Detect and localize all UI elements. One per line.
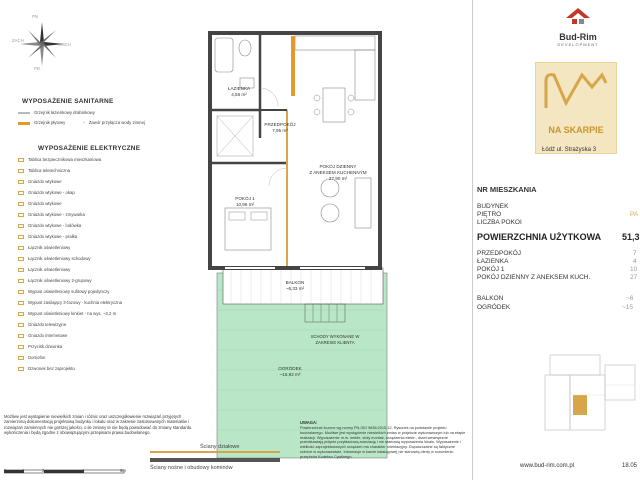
compass-e: WSCH — [58, 42, 72, 47]
scale-tick: 6m — [120, 468, 126, 473]
room-balkon: BALKON ~6,33 m² — [285, 280, 305, 291]
electric-symbol-icon — [18, 279, 24, 283]
electric-symbol-icon — [18, 356, 24, 360]
room-ogrodek: OGRÓDEK ~15,92 m² — [278, 366, 302, 377]
electric-symbol-icon — [18, 268, 24, 272]
legend-item: Wypust zasilający 3-fazowy - kuchnia elektryczna — [18, 300, 122, 306]
scale-tick: 1 — [22, 468, 25, 473]
compass-n: PN — [32, 14, 38, 19]
uwaga-title: UWAGA: — [300, 420, 318, 425]
legend-item: Tablica bezpiecznikowa mieszkaniowa — [18, 157, 101, 163]
legend-item: Łącznik oświetleniowy — [18, 267, 70, 273]
project-logo: NA SKARPIE — [535, 62, 617, 154]
legend-item: Wypust oświetleniowy sufitowy pojedynczy — [18, 289, 109, 295]
legend-item: Tablica teletechniczna — [18, 168, 70, 174]
room-lazienka: ŁAZIENKA 4,56 m² — [227, 86, 251, 97]
radiator-icon — [18, 122, 30, 125]
electric-symbol-icon — [18, 334, 24, 338]
legend-item: Gniazdo wtykowe — [18, 201, 62, 207]
info-row-val: 10 — [630, 266, 638, 273]
wall-legend-box — [150, 458, 280, 462]
divider — [472, 0, 473, 480]
electric-symbol-icon — [18, 246, 24, 250]
info-row-name: POKÓJ 1 — [477, 266, 505, 273]
wall-legend-line — [150, 451, 280, 453]
compass-s: PD — [34, 66, 40, 71]
electric-symbol-icon — [18, 367, 24, 371]
legend-item: Gniazdo wtykowe - pralka — [18, 234, 77, 240]
pow-value: 51,3 — [622, 232, 640, 242]
wall-legend-dzialowe: Ściany działowe — [200, 444, 240, 450]
electric-symbol-icon — [18, 301, 24, 305]
legend-item: Gniazdo internetowe — [18, 333, 67, 339]
legend-item: Wypust oświetleniowy kinkiet - na wys. ~2,2 m — [18, 311, 116, 317]
legend-item: Dzwonek bez zaprojektu — [18, 366, 75, 372]
legend-item: Gniazdo wtykowe - okap — [18, 190, 75, 196]
budynek-label: BUDYNEK — [477, 203, 509, 210]
electric-symbol-icon — [18, 180, 24, 184]
company-logo: Bud-Rim DEVELOPMENT — [548, 8, 608, 48]
info-row-name: POKÓJ DZIENNY Z ANEKSEM KUCH. — [477, 274, 591, 281]
electric-symbol-icon — [18, 323, 24, 327]
wall-legend-nosne: Ściany nośne i obudowy kominów — [150, 465, 233, 471]
radiator-bath-icon — [18, 112, 30, 114]
site-plan-icon — [540, 350, 640, 440]
electric-symbol-icon — [18, 158, 24, 162]
sanitary-title: WYPOSAŻENIE SANITARNE — [22, 98, 114, 105]
legend-item: Gniazdo wtykowe - lodówka — [18, 223, 81, 229]
legend-item: Łącznik oświetleniowy — [18, 245, 70, 251]
legend-item: Gniazdo wtykowe - zmywarka — [18, 212, 85, 218]
electric-symbol-icon — [18, 312, 24, 316]
ogrodek-value: ~15 — [622, 304, 634, 311]
electric-symbol-icon — [18, 290, 24, 294]
legend-item: Domofon — [18, 355, 45, 361]
nr-label: NR MIESZKANIA — [477, 185, 537, 194]
electric-symbol-icon — [18, 169, 24, 173]
floor-plan — [205, 28, 390, 468]
room-pokoj-dzienny: POKÓJ DZIENNY Z ANEKSEM KUCHENNYM 27,90 m² — [309, 164, 367, 181]
legend-item: Grzejnik łazienkowy drabinkowy — [18, 110, 95, 116]
electric-symbol-icon — [18, 224, 24, 228]
electric-symbol-icon — [18, 257, 24, 261]
address: Łódź ul. Strażyska 3 — [542, 147, 597, 153]
room-przedpokoj: PRZEDPOKÓJ 7,95 m² — [264, 122, 296, 133]
legend-item: Gniazdo telewizyjne — [18, 322, 66, 328]
compass — [12, 14, 72, 74]
site-plan-thumbnail — [540, 350, 640, 440]
valve-icon: • — [83, 120, 85, 125]
pow-label: POWIERZCHNIA UŻYTKOWA — [477, 232, 602, 242]
mountain-logo-icon — [536, 63, 616, 123]
liczba-label: LICZBA POKOI — [477, 219, 522, 226]
stairs-note: SCHODY WYKONANE W ZAKRESIE KLIENTA — [310, 334, 360, 345]
electric-symbol-icon — [18, 345, 24, 349]
footer-url[interactable]: www.bud-rim.com.pl — [520, 463, 575, 469]
info-row-val: 4 — [633, 258, 637, 265]
electric-title: WYPOSAŻENIE ELEKTRYCZNE — [38, 145, 141, 152]
ogrodek-label: OGRÓDEK — [477, 304, 511, 311]
info-row-val: 27 — [630, 274, 638, 281]
electric-symbol-icon — [18, 191, 24, 195]
scale-bar — [4, 462, 134, 476]
pietro-label: PIĘTRO — [477, 211, 502, 218]
electric-symbol-icon — [18, 235, 24, 239]
pietro-value: PA — [630, 211, 639, 218]
balkon-label: BALKON — [477, 295, 504, 302]
scale-tick: 0 — [4, 468, 7, 473]
legend-item: Przycisk dzwonka — [18, 344, 62, 350]
legend-item: Gniazdo wtykowe — [18, 179, 62, 185]
disclaimer-right: Powierzchnie liczone wg normy PN-ISO 9836:2015-12. Rysunek na podstawie projektu budowlanego. Możliwe jest wystąpienie niewielkich zmian w projekcie wykonawczym lub na etapie realizacji. Wyposażenie m.in. meble, stoły montaż, urządzenia elektr., drzwi wewnętrzne przedstawiają jedynie przykładową aranżację i nie stanowią wyposażenia lokalu. Wyposażenie i wielkość zaprojektowanych urządzeń ma charakter orientacyjny. Dopuszczalne są faktyczne różnice w wykonawstwie. Informacje w karcie katalogowej nie stanowią oferty w rozumieniu przepisów Kodeksu Cywilnego. — [300, 426, 466, 459]
balkon-value: ~6 — [626, 295, 634, 302]
legend-item: Łącznik oświetleniowy schodowy — [18, 256, 91, 262]
scale-tick: 2 — [42, 468, 45, 473]
scale-tick: 4 — [82, 468, 85, 473]
room-pokoj1: POKÓJ 1 10,96 m² — [235, 196, 255, 207]
info-row-name: PRZEDPOKÓJ — [477, 250, 522, 257]
electric-symbol-icon — [18, 213, 24, 217]
electric-symbol-icon — [18, 202, 24, 206]
disclaimer-left: Możliwe jest wystąpienie niewielkich zmian i różnic oraz uszczegółowienie rozwiązań przyjętych zamierzoną dokumentacją projektową budynku i lokalu oraz w zakresie zastosowanych materiałów i rozwiązań zamiennych nie gorszej jakości, o ile zmiany te nie będą powodować do zmiany standardu wykończenia i będą zgodne z obowiązującymi przepisami prawa budowlanego. — [4, 414, 192, 436]
info-row-val: 7 — [633, 250, 637, 257]
footer-date: 18.05 — [622, 463, 638, 469]
legend-item: Łącznik oświetleniowy 2-grupowy — [18, 278, 92, 284]
legend-item: Grzejnik płytowy • Zawór przyłącza wody zimnej — [18, 120, 145, 126]
bud-rim-logo-icon — [566, 8, 590, 28]
compass-w: ZACH — [12, 38, 24, 43]
info-row-name: ŁAZIENKA — [477, 258, 509, 265]
